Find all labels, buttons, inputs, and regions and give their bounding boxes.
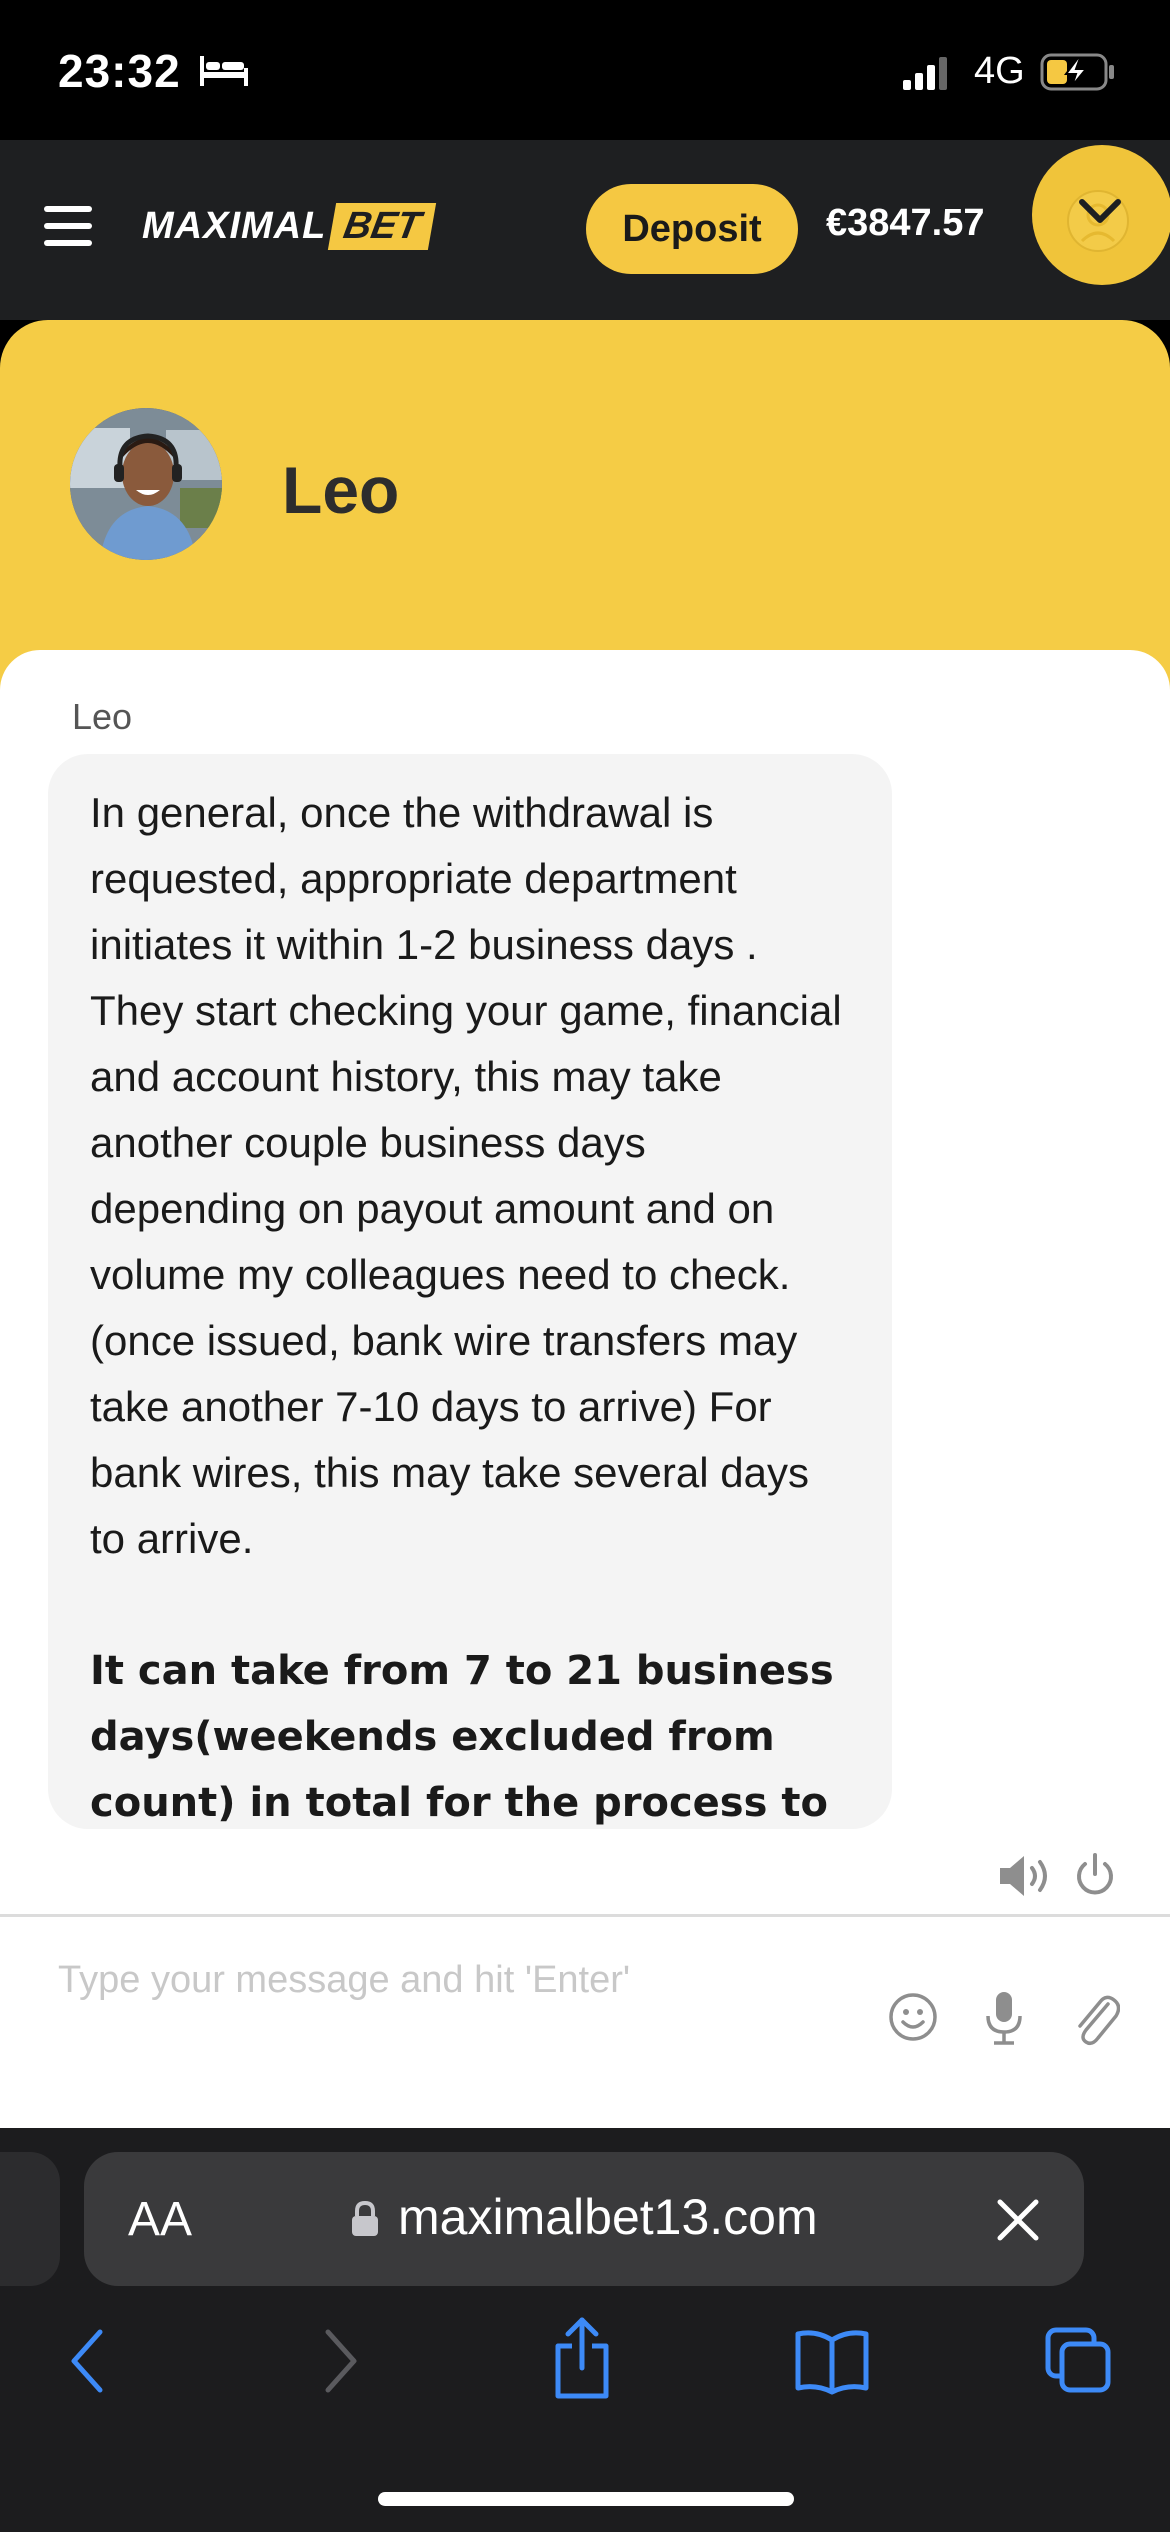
tabs-icon[interactable] [1044,2326,1114,2396]
message-bold-text: It can take from 7 to 21 business days(weekends excluded from count) in total for the process to [90,1648,834,1826]
text-size-label: AA [128,2193,193,2246]
share-icon[interactable] [550,2316,614,2400]
site-header [0,140,1170,320]
logo-text-maximal: MAXIMAL [142,204,327,247]
attachment-icon[interactable] [1070,1990,1120,2046]
lock-icon [350,2200,380,2238]
signal-icon [903,56,955,92]
bookmarks-icon[interactable] [794,2326,870,2396]
battery-charging-icon [1040,52,1116,92]
message-sender: Leo [72,696,133,737]
agent-avatar [70,408,222,560]
previous-tab[interactable] [0,2152,60,2286]
status-time: 23:32 [58,45,181,97]
text-size-button[interactable] [128,2192,192,2247]
deposit-button[interactable]: Deposit [586,184,798,274]
agent-name: Leo [282,453,400,527]
input-divider [0,1914,1170,1917]
chevron-down-icon[interactable] [1078,196,1122,226]
brand-logo[interactable] [142,198,432,254]
message-bubble [48,754,892,1829]
forward-icon[interactable] [320,2326,360,2396]
sleep-mode-icon [198,52,250,88]
hamburger-menu-icon[interactable] [44,204,94,248]
emoji-icon[interactable] [888,1992,938,2042]
message-text: In general, once the withdrawal is requested, appropriate department initiates it within 1-2 business days . They start checking your game, financial and account history, this may take another couple business days depending on payout amount and on volume my colleagues need to check. (once issued, bank wire transfers may take another 7-10 days to arrive) For bank wires, this may take several days to arrive. [90,789,842,1562]
network-label: 4G [974,50,1025,92]
home-indicator[interactable] [378,2492,794,2506]
power-icon[interactable] [1074,1852,1116,1898]
close-icon[interactable] [996,2198,1040,2242]
account-balance: €3847.57 [826,202,985,244]
logo-text-bet: BET [328,203,436,250]
back-icon[interactable] [66,2326,106,2396]
status-bar [0,0,1170,140]
message-input[interactable] [58,1950,858,2010]
speaker-icon[interactable] [998,1854,1052,1898]
url-text: maximalbet13.com [398,2189,818,2245]
microphone-icon[interactable] [982,1990,1026,2046]
